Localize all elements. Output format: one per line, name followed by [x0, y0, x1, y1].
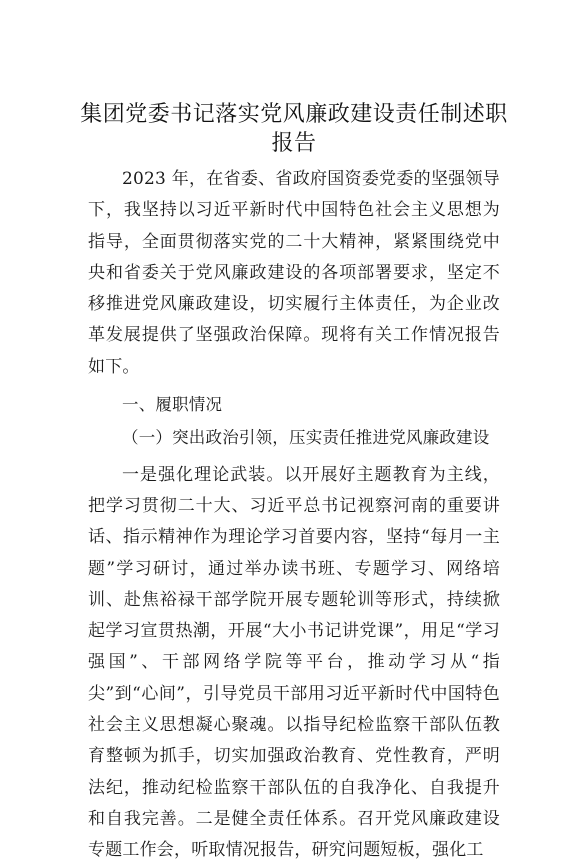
document-title: 集团党委书记落实党风廉政建设责任制述职报告 [80, 102, 508, 156]
body-paragraph: 一是强化理论武装。以开展好主题教育为主线，把学习贯彻二十大、习近平总书记视察河南的重要讲话、指示精神作为理论学习首要内容，坚持“每月一主题”学习研讨，通过举办读书班、专题学习、网络培训、赴焦裕禄干部学院开展专题轮训等形式，持续掀起学习宣贯热潮，开展“大小书记讲党课”，用足“学习强国”、干部网络学院等平台，推动学习从“指尖”到“心间”，引导党员干部用习近平新时代中国特色社会主义思想凝心聚魂。以指导纪检监察干部队伍教育整顿为抓手，切实加强政治教育、党性教育，严明法纪，推动纪检监察干部队伍的自我净化、自我提升和自我完善。二是健全责任体系。召开党风廉政建设专题工作会，听取情况报告，研究问题短板，强化工 [88, 464, 500, 861]
subsection-heading: （一）突出政治引领，压实责任推进党风廉政建设 [122, 428, 490, 448]
document-body [88, 164, 500, 867]
intro-paragraph: 2023 年，在省委、省政府国资委党委的坚强领导下，我坚持以习近平新时代中国特色社会主义思想为指导，全面贯彻落实党的二十大精神，紧紧围绕党中央和省委关于党风廉政建设的各项部署要求，坚定不移推进党风廉政建设，切实履行主体责任，为企业改革发展提供了坚强政治保障。现将有关工作情况报告如下。 [88, 169, 500, 377]
section-heading: 一、履职情况 [122, 395, 223, 415]
